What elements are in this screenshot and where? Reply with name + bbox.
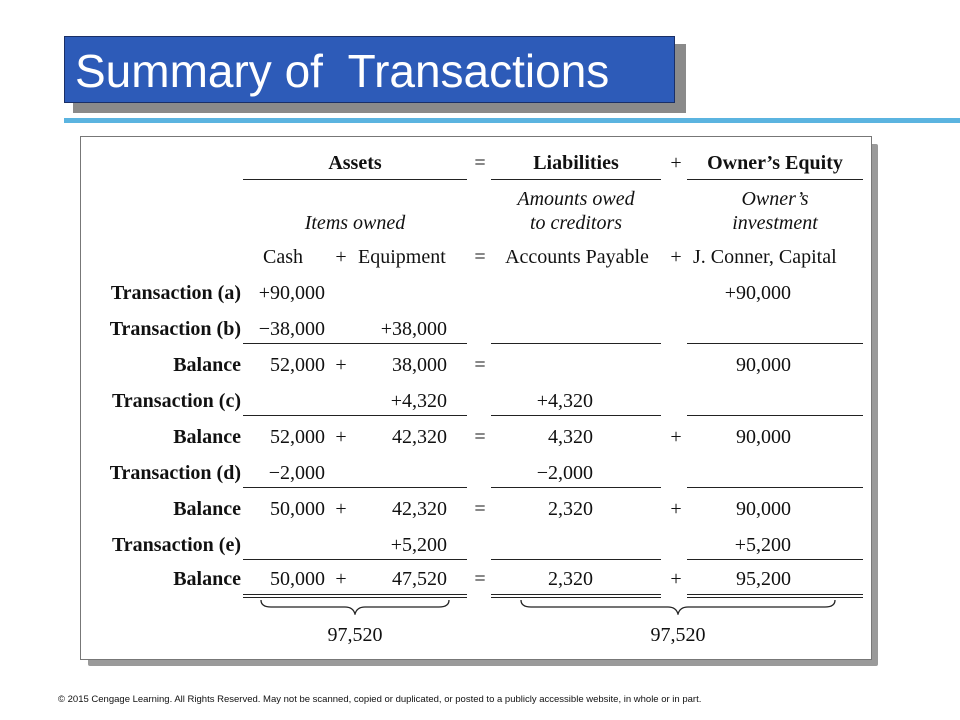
- total-double-rule: [243, 594, 467, 598]
- title-underline-rule: [64, 118, 960, 123]
- plus-operator: +: [670, 498, 682, 520]
- equipment-cell: 47,520: [392, 568, 447, 590]
- capital-cell: 90,000: [736, 498, 791, 520]
- row-label: Transaction (d): [109, 462, 241, 484]
- subtotal-rule: [243, 415, 467, 416]
- assets-heading: Assets: [328, 152, 382, 174]
- equipment-column-header: Equipment: [358, 246, 446, 268]
- row-label: Transaction (e): [111, 534, 241, 556]
- liabilities-heading-rule: [491, 179, 661, 180]
- subtotal-rule: [243, 559, 467, 560]
- capital-cell: 90,000: [736, 354, 791, 376]
- equipment-cell: +38,000: [380, 318, 447, 340]
- subtotal-rule: [687, 415, 863, 416]
- row-label: Balance: [173, 426, 241, 448]
- capital-cell: +90,000: [724, 282, 791, 304]
- subtotal-rule: [687, 559, 863, 560]
- total-double-rule: [491, 594, 661, 598]
- equation-equals-sign: =: [474, 152, 486, 174]
- assets-total-brace: [259, 599, 451, 615]
- equipment-cell: 42,320: [392, 426, 447, 448]
- accounts-payable-column-header: Accounts Payable: [505, 246, 649, 268]
- subtotal-rule: [491, 487, 661, 488]
- plus-operator: +: [670, 426, 682, 448]
- accounts-payable-cell: 2,320: [548, 498, 593, 520]
- equation-plus-sign: +: [670, 152, 682, 174]
- row-label: Balance: [173, 498, 241, 520]
- cash-cell: 52,000: [270, 354, 325, 376]
- accounts-payable-cell: 4,320: [548, 426, 593, 448]
- cash-cell: −2,000: [268, 462, 325, 484]
- row-label: Transaction (c): [111, 390, 241, 412]
- equity-description-line2: investment: [732, 212, 818, 234]
- row-label: Balance: [173, 354, 241, 376]
- cash-cell: −38,000: [258, 318, 325, 340]
- equals-operator: =: [474, 568, 486, 590]
- capital-column-header: J. Conner, Capital: [693, 246, 837, 268]
- liabilities-description-line2: to creditors: [529, 212, 623, 234]
- plus-operator: +: [335, 354, 347, 376]
- column-equals-sign: =: [474, 246, 486, 268]
- subtotal-rule: [243, 487, 467, 488]
- subtotal-rule: [687, 343, 863, 344]
- liabilities-equity-total-brace: [519, 599, 837, 615]
- cash-cell: +90,000: [258, 282, 325, 304]
- assets-heading-rule: [243, 179, 467, 180]
- assets-total: 97,520: [327, 624, 383, 646]
- equals-operator: =: [474, 498, 486, 520]
- assets-description: Items owned: [304, 212, 406, 234]
- liabilities-equity-total: 97,520: [650, 624, 706, 646]
- cash-cell: 52,000: [270, 426, 325, 448]
- transactions-table: [80, 136, 872, 660]
- plus-operator: +: [335, 426, 347, 448]
- equipment-cell: 42,320: [392, 498, 447, 520]
- equipment-cell: +5,200: [390, 534, 447, 556]
- capital-cell: 95,200: [736, 568, 791, 590]
- capital-cell: 90,000: [736, 426, 791, 448]
- equity-heading-rule: [687, 179, 863, 180]
- equals-operator: =: [474, 426, 486, 448]
- subtotal-rule: [243, 343, 467, 344]
- subtotal-rule: [491, 343, 661, 344]
- accounts-payable-cell: −2,000: [536, 462, 593, 484]
- liabilities-description-line1: Amounts owed: [517, 188, 635, 210]
- equals-operator: =: [474, 354, 486, 376]
- equipment-cell: 38,000: [392, 354, 447, 376]
- equity-description-line1: Owner’s: [741, 188, 809, 210]
- owners-equity-heading: Owner’s Equity: [707, 152, 843, 174]
- copyright-footer: © 2015 Cengage Learning. All Rights Reserved. May not be scanned, copied or duplicated, or posted to a publicly accessible website, in whole or in part.: [58, 694, 702, 705]
- title-banner: [64, 36, 675, 103]
- cash-cell: 50,000: [270, 498, 325, 520]
- cash-column-header: Cash: [263, 246, 303, 268]
- slide-title: Summary of Transactions: [75, 45, 610, 97]
- cash-cell: 50,000: [270, 568, 325, 590]
- liabilities-heading: Liabilities: [533, 152, 619, 174]
- plus-operator: +: [670, 568, 682, 590]
- subtotal-rule: [687, 487, 863, 488]
- plus-operator: +: [335, 568, 347, 590]
- equipment-cell: +4,320: [390, 390, 447, 412]
- row-label: Transaction (a): [110, 282, 241, 304]
- row-label: Transaction (b): [109, 318, 241, 340]
- accounts-payable-cell: 2,320: [548, 568, 593, 590]
- capital-cell: +5,200: [734, 534, 791, 556]
- plus-operator: +: [335, 498, 347, 520]
- total-double-rule: [687, 594, 863, 598]
- row-label: Balance: [173, 568, 241, 590]
- column-plus-sign-1: +: [335, 246, 347, 268]
- subtotal-rule: [491, 415, 661, 416]
- accounts-payable-cell: +4,320: [536, 390, 593, 412]
- subtotal-rule: [491, 559, 661, 560]
- column-plus-sign-2: +: [670, 246, 682, 268]
